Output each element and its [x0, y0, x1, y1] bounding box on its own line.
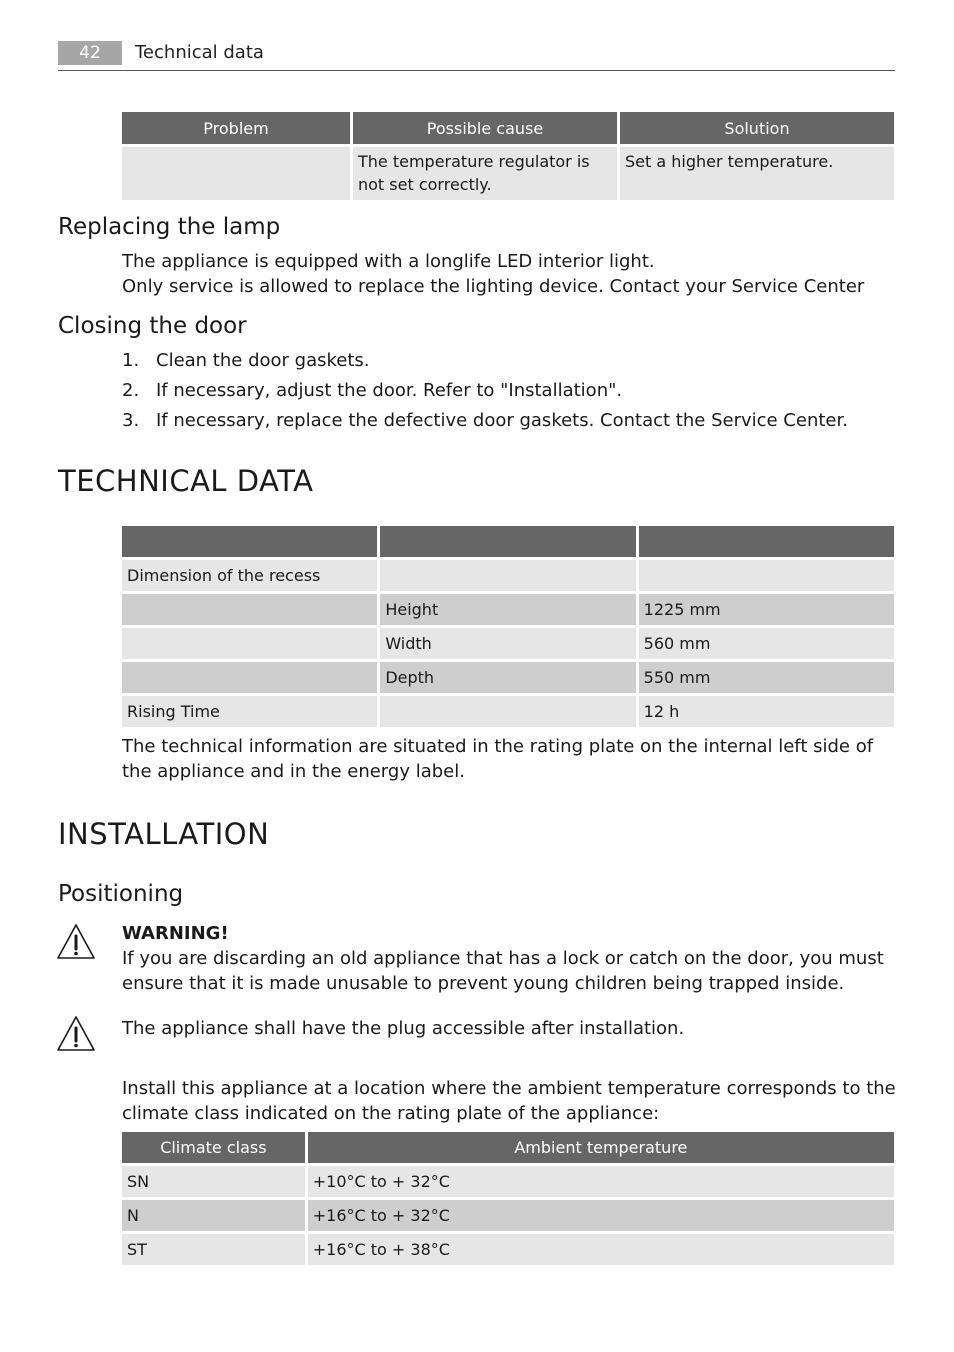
table-row: [122, 1166, 894, 1197]
cell-value: [639, 560, 894, 591]
cell-ambient-temperature: +16°C to + 38°C: [308, 1234, 894, 1265]
step-number: 1.: [122, 350, 140, 371]
header-cell: [122, 526, 377, 557]
replacing-lamp-line-1: The appliance is equipped with a longlife LED interior light.: [122, 251, 655, 272]
climate-class-table: [119, 1129, 897, 1268]
step-number: 3.: [122, 410, 140, 431]
troubleshooting-table: [119, 109, 897, 203]
cell-value: 550 mm: [639, 662, 894, 693]
running-header: Technical data: [135, 42, 264, 63]
cell-value: 560 mm: [639, 628, 894, 659]
warning-icon: [56, 922, 96, 966]
cell-value: 12 h: [639, 696, 894, 727]
header-climate-class: Climate class: [122, 1132, 305, 1163]
positioning-heading: Positioning: [58, 881, 184, 907]
step-text: If necessary, replace the defective door gaskets. Contact the Service Center.: [156, 410, 848, 431]
header-possible-cause: Possible cause: [353, 112, 617, 144]
replacing-lamp-heading: Replacing the lamp: [58, 214, 281, 240]
cell-dimension: Width: [380, 628, 635, 659]
install-text: Install this appliance at a location where the ambient temperature corresponds to the climate class indicated on the rating plate of the appliance:: [122, 1078, 896, 1124]
header-ambient-temperature: Ambient temperature: [308, 1132, 894, 1163]
page-number: 42: [58, 41, 122, 65]
list-item: [122, 376, 892, 406]
cell-cause: The temperature regulator is not set correctly.: [353, 147, 617, 200]
replacing-lamp-line-2: Only service is allowed to replace the lighting device. Contact your Service Center: [122, 276, 865, 297]
technical-data-heading: TECHNICAL DATA: [58, 464, 314, 498]
cell-ambient-temperature: +10°C to + 32°C: [308, 1166, 894, 1197]
cell-solution: Set a higher temperature.: [620, 147, 894, 200]
cell-dimension: [380, 560, 635, 591]
technical-data-table: [119, 523, 897, 730]
technical-data-note: The technical information are situated in the rating plate on the internal left side of the appliance and in the energy label.: [122, 736, 874, 782]
cell-ambient-temperature: +16°C to + 32°C: [308, 1200, 894, 1231]
list-item: [122, 406, 892, 436]
header-cell: [639, 526, 894, 557]
closing-door-heading: Closing the door: [58, 313, 247, 339]
closing-door-steps: [122, 346, 892, 436]
warning-title: WARNING!: [122, 923, 229, 944]
cell-label: [122, 662, 377, 693]
table-row: [122, 1200, 894, 1231]
installation-heading: INSTALLATION: [58, 817, 270, 851]
list-item: [122, 346, 892, 376]
table-header-row: [122, 112, 894, 144]
cell-label: [122, 628, 377, 659]
cell-dimension: Height: [380, 594, 635, 625]
table-header-row: [122, 526, 894, 557]
step-number: 2.: [122, 380, 140, 401]
table-row: [122, 696, 894, 727]
cell-label: [122, 594, 377, 625]
step-text: Clean the door gaskets.: [156, 350, 370, 371]
cell-label: Rising Time: [122, 696, 377, 727]
header-cell: [380, 526, 635, 557]
caution-text: The appliance shall have the plug accessible after installation.: [122, 1018, 685, 1039]
step-text: If necessary, adjust the door. Refer to "Installation".: [156, 380, 623, 401]
header-divider: [58, 70, 895, 71]
table-row: [122, 1234, 894, 1265]
caution-icon: [56, 1014, 96, 1058]
cell-climate-class: N: [122, 1200, 305, 1231]
table-row: [122, 147, 894, 200]
cell-problem: [122, 147, 350, 200]
cell-value: 1225 mm: [639, 594, 894, 625]
cell-label: Dimension of the recess: [122, 560, 377, 591]
cell-climate-class: ST: [122, 1234, 305, 1265]
cell-climate-class: SN: [122, 1166, 305, 1197]
header-problem: Problem: [122, 112, 350, 144]
cell-dimension: Depth: [380, 662, 635, 693]
cell-dimension: [380, 696, 635, 727]
table-row: [122, 662, 894, 693]
warning-text: If you are discarding an old appliance that has a lock or catch on the door, you must ensure that it is made unusable to prevent young children being trapped inside.: [122, 948, 884, 994]
header-solution: Solution: [620, 112, 894, 144]
table-row: [122, 594, 894, 625]
table-row: [122, 628, 894, 659]
table-header-row: [122, 1132, 894, 1163]
table-row: [122, 560, 894, 591]
